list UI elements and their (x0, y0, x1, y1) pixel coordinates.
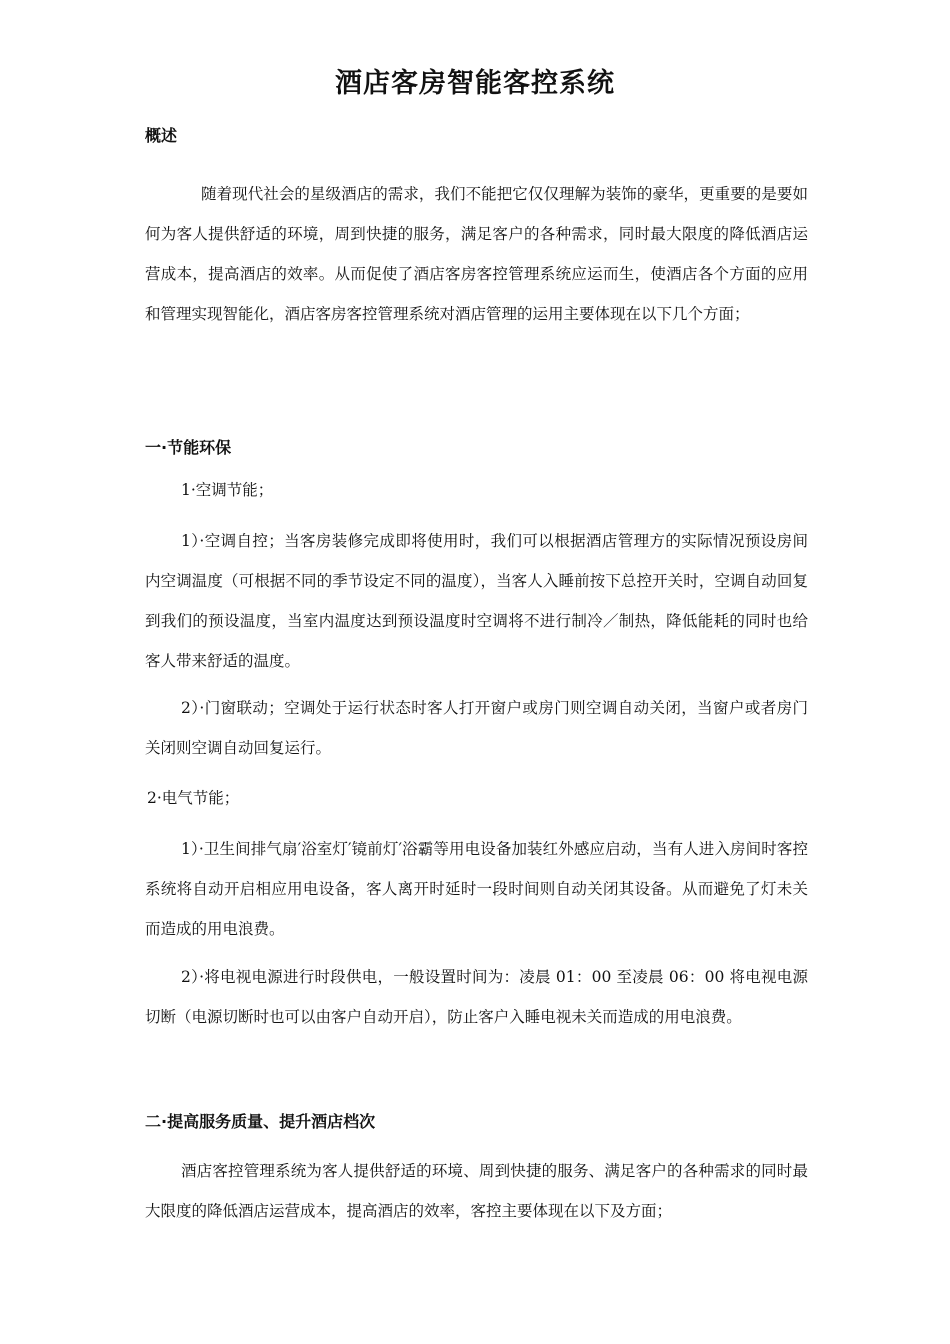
document-title: 酒店客房智能客控系统 (335, 68, 615, 99)
overview-heading: 概述 (145, 126, 178, 145)
overview-paragraph: 随着现代社会的星级酒店的需求，我们不能把它仅仅理解为装饰的豪华，更重要的是要如何为客人提供舒适的环境，周到快捷的服务，满足客户的各种需求，同时最大限度的降低酒店运营成本，提高酒店的效率。从而促使了酒店客房客控管理系统应运而生，使酒店各个方面的应用和管理实现智能化，酒店客房客控管理系统对酒店管理的运用主要体现在以下几个方面； (145, 185, 808, 323)
section-2-heading: 二·提高服务质量、提升酒店档次 (145, 1112, 376, 1131)
section-2-paragraph: 酒店客控管理系统为客人提供舒适的环境、周到快捷的服务、满足客户的各种需求的同时最大限度的降低酒店运营成本，提高酒店的效率，客控主要体现在以下及方面； (145, 1162, 808, 1220)
section-1-heading: 一·节能环保 (145, 438, 232, 457)
section-1-item-4: 2）·将电视电源进行时段供电，一般设置时间为：凌晨 01：00 至凌晨 06：00 将电视电源切断（电源切断时也可以由客户自动开启），防止客户入睡电视未关而造成的用电浪费。 (145, 968, 808, 1026)
section-1-item-1: 1）·空调自控；当客房装修完成即将使用时，我们可以根据酒店管理方的实际情况预设房间内空调温度（可根据不同的季节设定不同的温度），当客人入睡前按下总控开关时，空调自动回复到我们的预设温度，当室内温度达到预设温度时空调将不进行制冷／制热，降低能耗的同时也给客人带来舒适的温度。 (145, 532, 808, 670)
section-1-item-2: 2）·门窗联动；空调处于运行状态时客人打开窗户或房门则空调自动关闭，当窗户或者房门关闭则空调自动回复运行。 (145, 699, 808, 757)
section-1-sub-2-label: 2·电气节能； (147, 789, 240, 807)
section-1-item-3: 1）·卫生间排气扇′浴室灯′镜前灯′浴霸等用电设备加装红外感应启动，当有人进入房间时客控系统将自动开启相应用电设备，客人离开时延时一段时间则自动关闭其设备。从而避免了灯未关而造成的用电浪费。 (145, 840, 808, 938)
section-1-sub-1-label: 1·空调节能； (181, 481, 274, 499)
